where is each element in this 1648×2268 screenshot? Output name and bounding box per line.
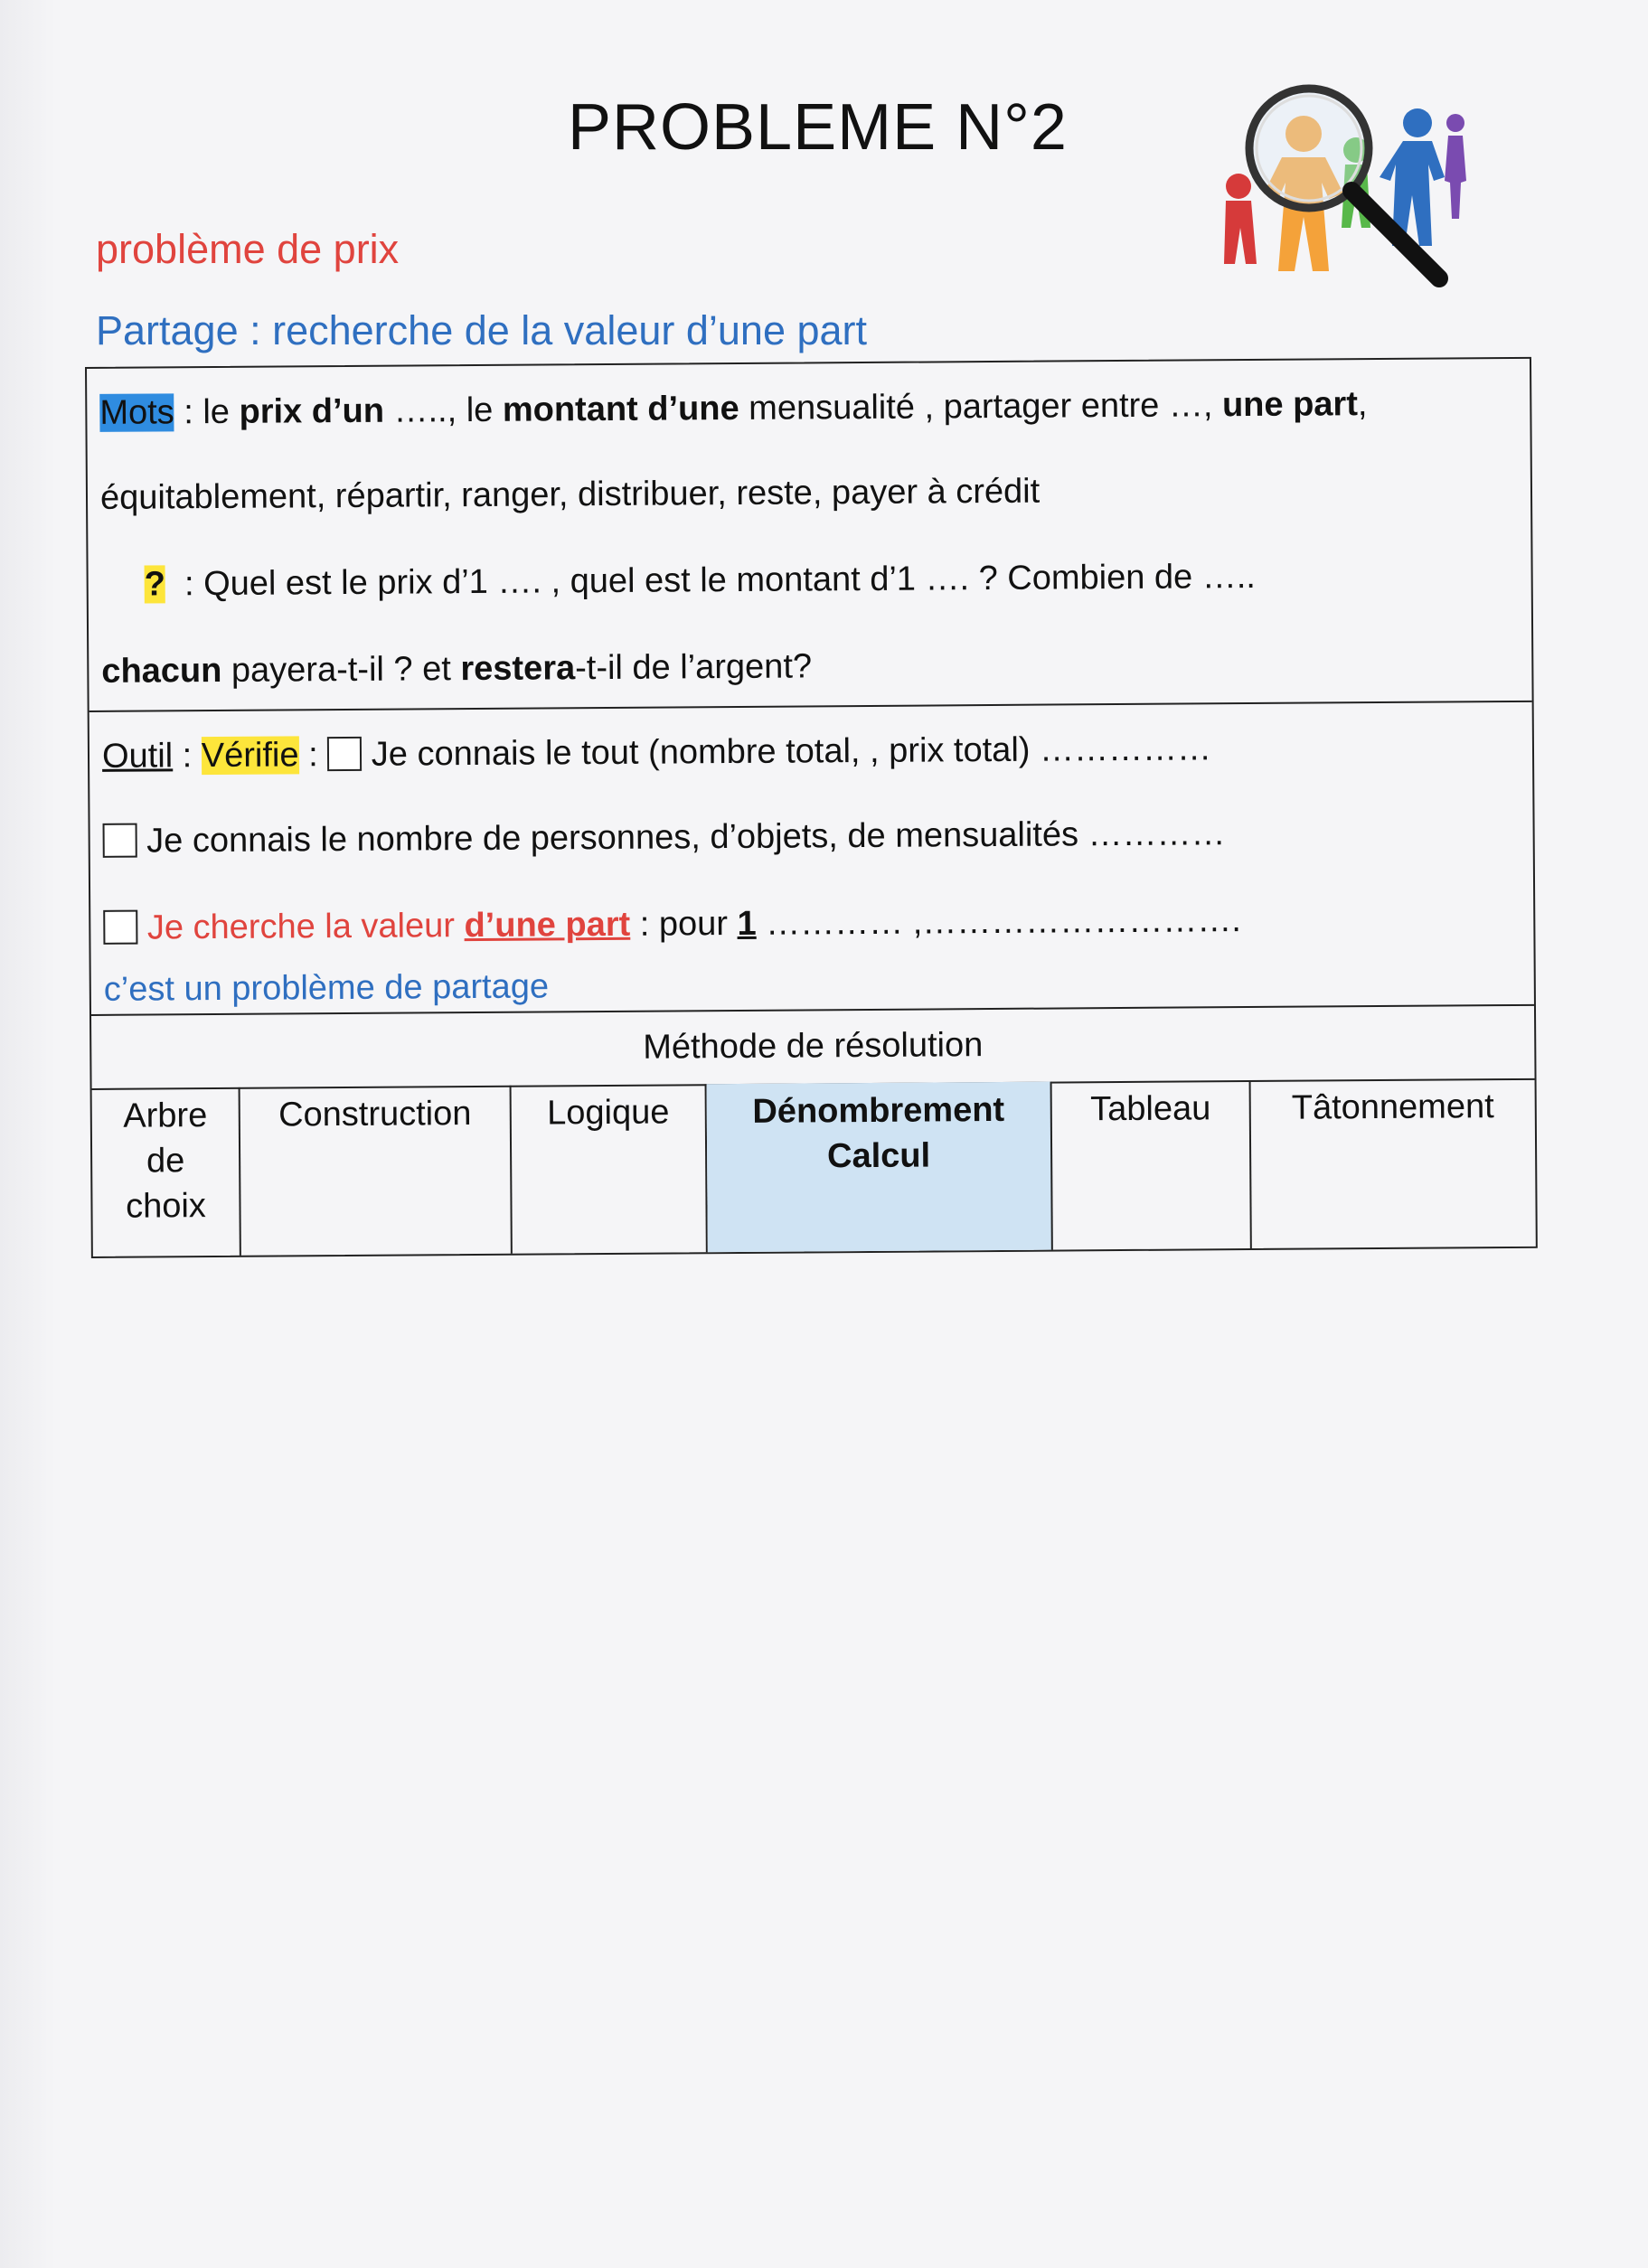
mots-section [87,359,1532,712]
question-mark-icon: ? [144,565,166,604]
outil-label: Outil [101,737,174,776]
keyword: prix d’un [239,391,385,431]
text-fragment: : [298,736,328,775]
problem-type: problème de prix [96,226,400,272]
check-line-3 [103,901,1241,948]
outil-line [102,729,1211,776]
magnifier-people-icon [1202,78,1474,295]
method-tatonnement[interactable]: Tâtonnement [1291,1087,1494,1127]
problem-category: Partage : recherche de la valeur d’une part [96,307,868,353]
text-fragment: ………… ,………………………. [756,901,1241,943]
text-fragment: : le [174,392,240,432]
question-text: : Quel est le prix d’1 …. , quel est le montant d’1 …. ? Combien de ….. [174,557,1257,604]
check-text-count: Je connais le nombre de personnes, d’objets, de mensualités ………… [137,814,1226,861]
text-fragment: payera-t-il ? et [221,650,461,690]
keyword: chacun [101,651,222,691]
check-text-part: Je cherche la valeur [137,907,465,947]
page-title: PROBLEME N°2 [568,91,1068,164]
method-logique[interactable]: Logique [512,1084,708,1254]
keyword: montant d’une [502,389,739,429]
checkbox-part-value[interactable] [103,910,137,945]
keyword: restera [460,649,576,689]
mots-line-1 [99,385,1367,433]
checkbox-total[interactable] [327,737,362,771]
text-fragment: ….., le [383,391,504,430]
method-construction[interactable]: Construction [240,1086,513,1256]
page-edge [0,0,56,2268]
check-line-2 [103,814,1226,861]
verifie-label: Vérifie [201,736,299,776]
keyword: une part [1221,385,1359,425]
text-fragment: , [1357,385,1368,424]
conclusion-text: c’est un problème de partage [103,967,550,1009]
part-keyword: d’une part [464,905,631,946]
worksheet-table [85,357,1538,1258]
method-arbre[interactable]: Arbre de choix [92,1087,241,1256]
question-line-2 [101,647,812,691]
checkbox-count[interactable] [103,823,137,858]
method-tableau[interactable]: Tableau [1052,1080,1252,1250]
method-row [92,1078,1536,1256]
check-text-total: Je connais le tout (nombre total, , prix total) …………… [362,729,1212,774]
method-denombrement[interactable]: Dénombrement Calcul [707,1082,1053,1253]
mots-label: Mots [99,393,174,432]
text-fragment: mensualité , partager entre …, [739,386,1223,428]
question-line [145,558,1257,605]
text-fragment: : pour [630,904,738,944]
method-header: Méthode de résolution [91,1004,1535,1090]
outil-section [89,701,1534,1016]
mots-line-2: équitablement, répartir, ranger, distribuer, reste, payer à crédit [99,472,1041,517]
text-fragment: -t-il de l’argent? [575,647,813,688]
text-fragment: : [173,737,202,776]
unit-one: 1 [737,904,757,943]
